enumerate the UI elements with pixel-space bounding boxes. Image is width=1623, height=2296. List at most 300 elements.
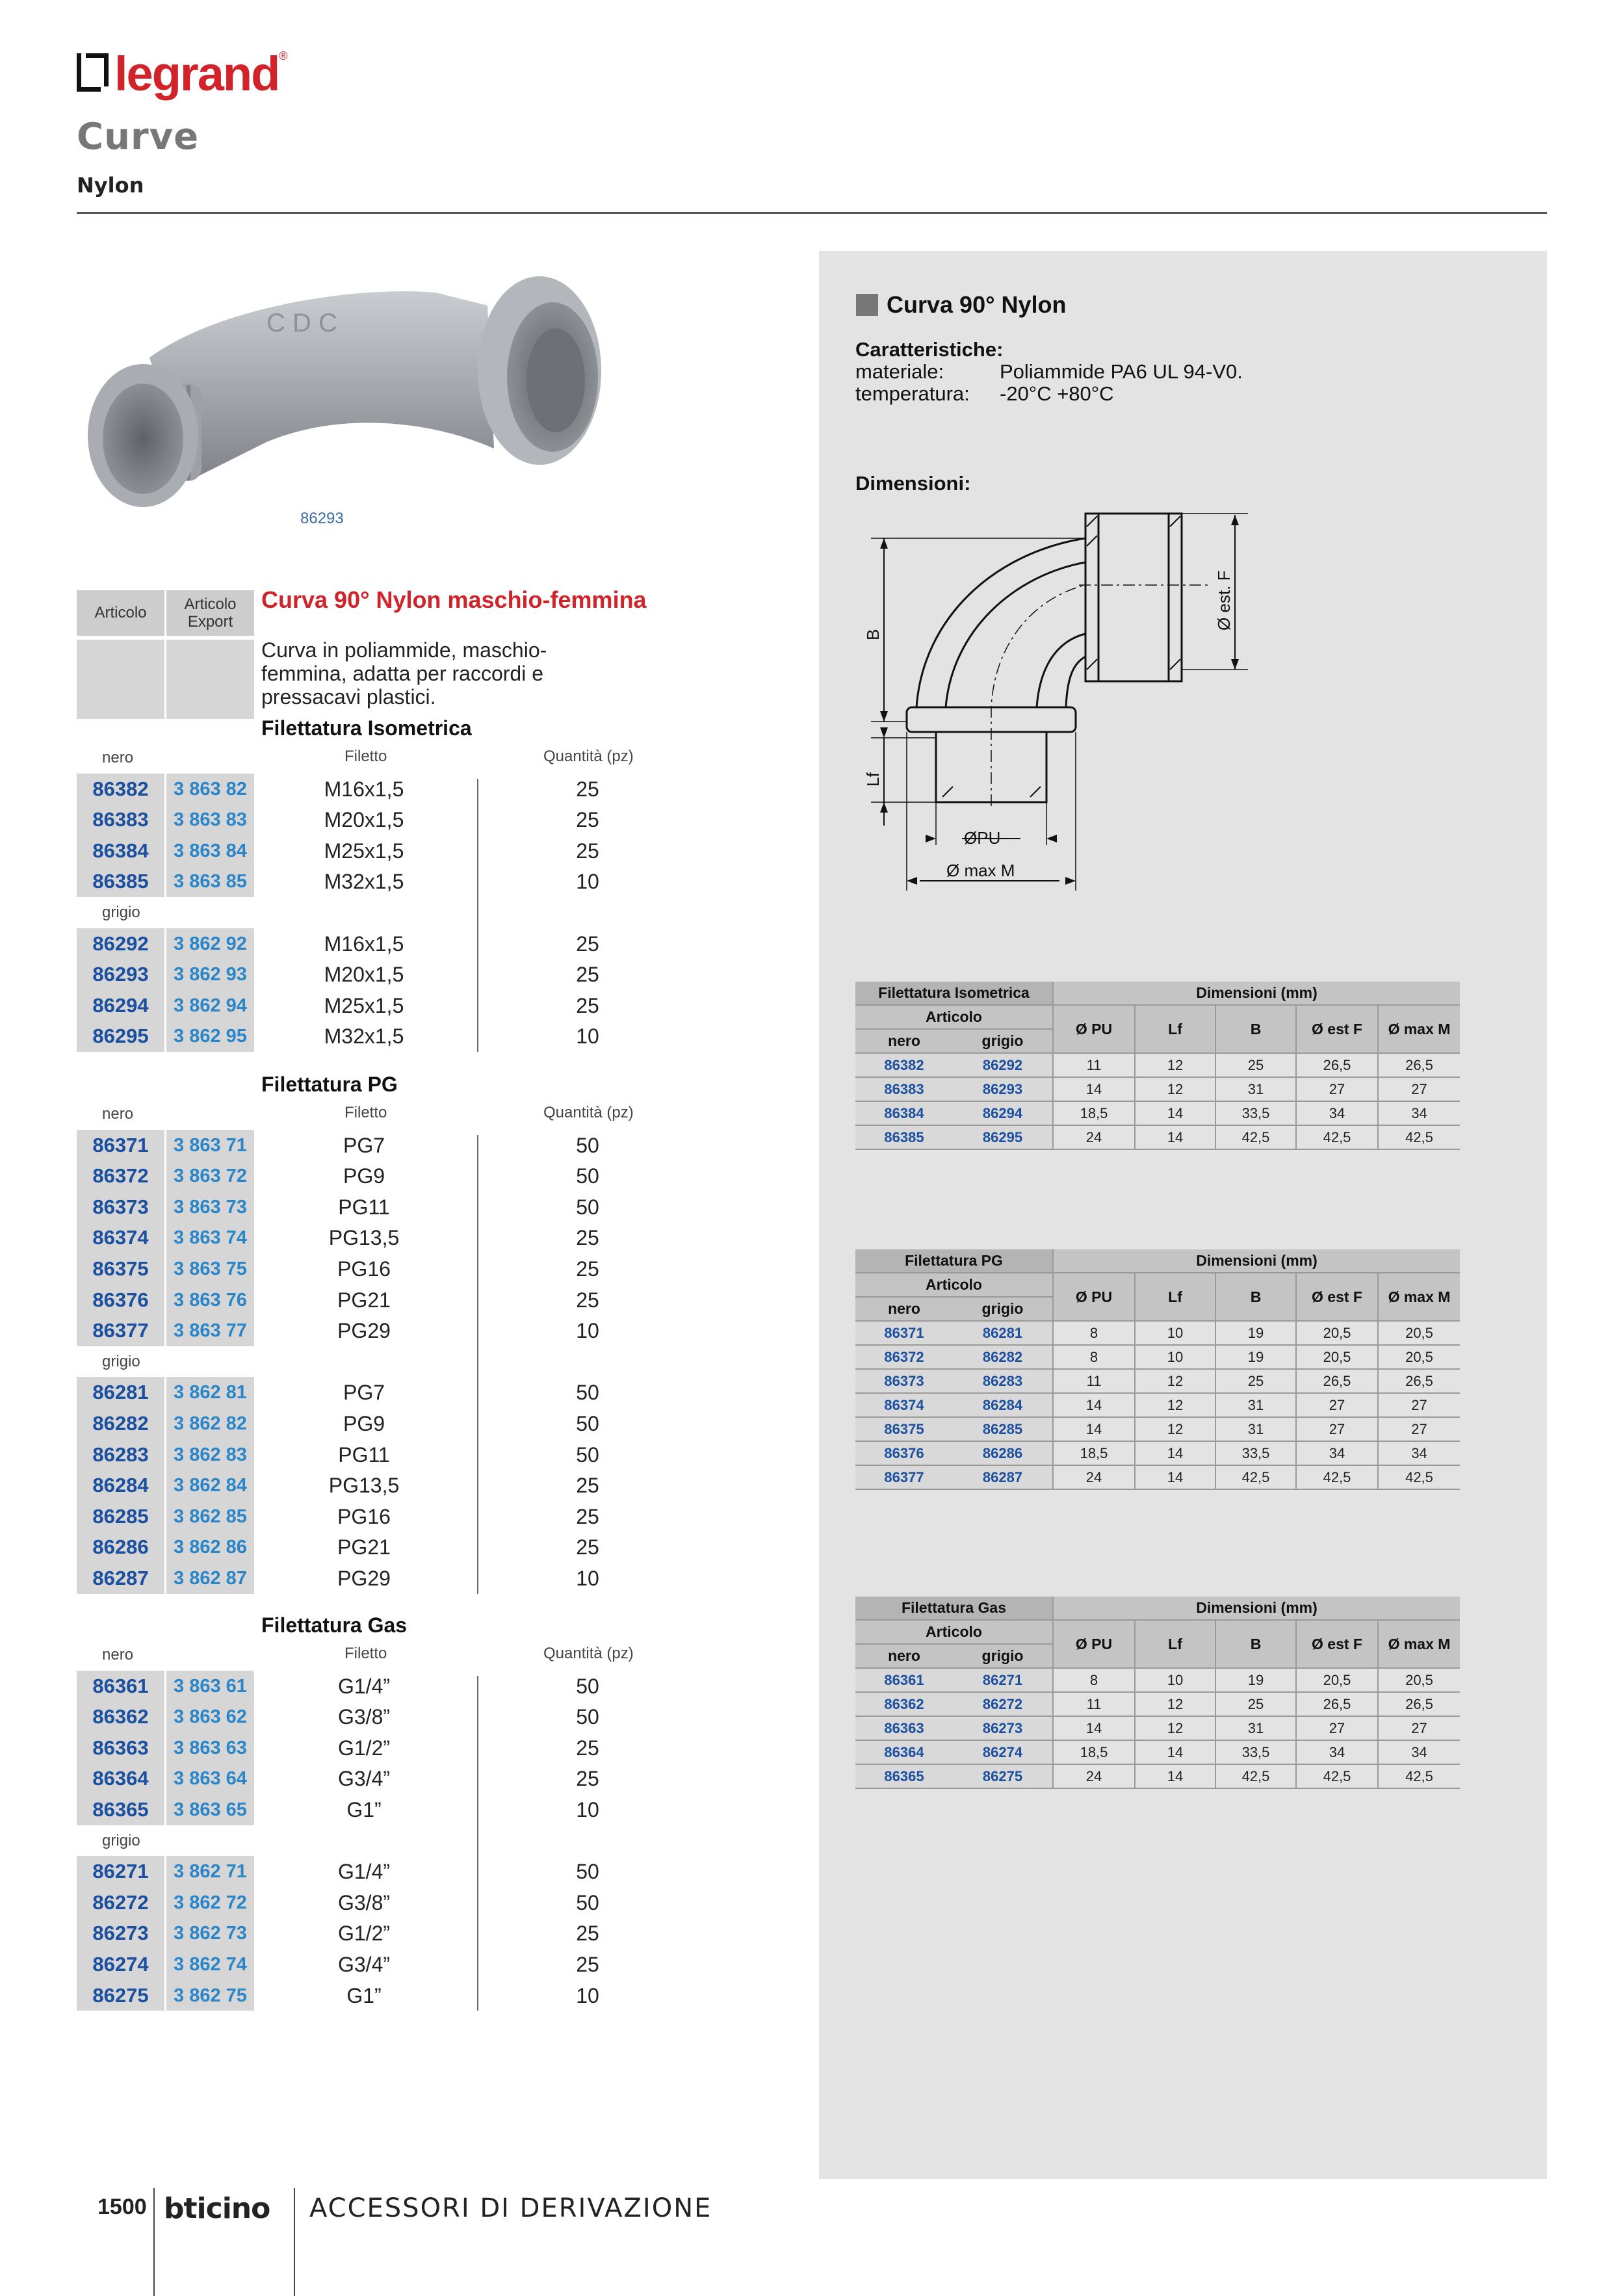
article-code: 86285 <box>92 1504 149 1528</box>
thread-size: PG7 <box>343 1381 385 1405</box>
quantity-label: Quantità (pz) <box>543 1645 634 1662</box>
table-cell: 27 <box>1296 1393 1378 1417</box>
table-cell: 34 <box>1378 1441 1460 1465</box>
export-code: 3 863 72 <box>174 1166 247 1187</box>
article-code: 86365 <box>92 1798 149 1821</box>
quantity: 10 <box>576 1567 599 1590</box>
quantity: 50 <box>576 1890 599 1914</box>
color-group-label: nero <box>102 749 134 766</box>
table-cell: 86281 <box>953 1321 1053 1345</box>
photo-code: 86293 <box>300 510 344 527</box>
table-cell: 25 <box>1215 1053 1296 1077</box>
square-bullet-icon <box>856 294 878 316</box>
table-cell: 12 <box>1135 1393 1215 1417</box>
table-cell: 18,5 <box>1053 1740 1135 1764</box>
thread-size: PG29 <box>337 1319 391 1343</box>
article-code: 86275 <box>92 1983 149 2007</box>
material-value: Poliammide PA6 UL 94-V0. <box>1000 360 1243 383</box>
table-cell: 11 <box>1053 1692 1135 1716</box>
table-cell: 86385 <box>855 1125 953 1149</box>
quantity: 25 <box>576 1767 599 1791</box>
table-cell: 86371 <box>855 1321 953 1345</box>
quantity: 25 <box>576 993 599 1017</box>
table-cell: 19 <box>1215 1345 1296 1369</box>
registered-mark: ® <box>279 49 288 62</box>
bticino-logo: bticino <box>164 2192 270 2225</box>
table-row <box>855 1441 1460 1465</box>
thread-size: G1/2” <box>337 1922 391 1946</box>
export-code: 3 863 61 <box>174 1675 247 1697</box>
section-title: Filettatura Isometrica <box>261 716 472 740</box>
table-cell: 26,5 <box>1378 1369 1460 1393</box>
quantity: 25 <box>576 963 599 987</box>
article-code: 86362 <box>92 1705 149 1729</box>
material-label: materiale: <box>855 360 944 383</box>
export-code: 3 863 65 <box>174 1799 247 1820</box>
table-cell: 26,5 <box>1378 1053 1460 1077</box>
temperature-label: temperatura: <box>855 382 970 405</box>
export-code: 3 863 74 <box>174 1227 247 1249</box>
export-code: 3 862 72 <box>174 1892 247 1913</box>
col-articolo-header: Articolo <box>77 590 164 636</box>
table-cell: 86293 <box>953 1077 1053 1101</box>
article-code: 86383 <box>92 808 149 831</box>
table-cell: 42,5 <box>1296 1125 1378 1149</box>
article-code: 86286 <box>92 1535 149 1559</box>
footer-divider <box>294 2188 295 2296</box>
nero-header: nero <box>855 1644 953 1668</box>
table-cell: 26,5 <box>1296 1053 1378 1077</box>
export-code: 3 863 77 <box>174 1320 247 1342</box>
table-cell: 86363 <box>855 1716 953 1740</box>
legrand-mark-icon <box>77 53 105 94</box>
table-cell: 86384 <box>855 1101 953 1125</box>
table-title: Filettatura Isometrica <box>855 982 1053 1005</box>
export-code: 3 862 84 <box>174 1475 247 1496</box>
thread-size: PG9 <box>343 1412 385 1435</box>
dimensions-header: Dimensioni (mm) <box>1053 1597 1460 1620</box>
column-divider <box>477 779 478 1052</box>
column-header: Ø max M <box>1378 1273 1460 1321</box>
thread-size: G1/4” <box>337 1674 391 1698</box>
table-cell: 34 <box>1296 1101 1378 1125</box>
column-header: Ø PU <box>1053 1273 1135 1321</box>
column-divider <box>477 1135 478 1594</box>
article-code: 86287 <box>92 1567 149 1589</box>
table-row <box>855 1417 1460 1441</box>
quantity: 50 <box>576 1442 599 1467</box>
thread-size: PG9 <box>343 1164 385 1188</box>
thread-size: G1” <box>346 1983 382 2007</box>
column-header: Ø max M <box>1378 1620 1460 1668</box>
thread-size: G3/4” <box>337 1767 391 1791</box>
export-code: 3 863 71 <box>174 1134 247 1156</box>
table-cell: 20,5 <box>1296 1668 1378 1692</box>
table-cell: 42,5 <box>1378 1764 1460 1788</box>
legrand-logo <box>77 44 288 103</box>
quantity: 50 <box>576 1381 599 1405</box>
article-code: 86271 <box>92 1860 149 1883</box>
table-cell: 14 <box>1135 1465 1215 1489</box>
table-row <box>855 1692 1460 1716</box>
nero-header: nero <box>855 1297 953 1321</box>
export-code: 3 862 87 <box>174 1568 247 1589</box>
table-cell: 27 <box>1378 1417 1460 1441</box>
filetto-label: Filetto <box>344 748 387 765</box>
column-header: B <box>1215 1273 1296 1321</box>
column-header: Ø PU <box>1053 1620 1135 1668</box>
table-cell: 8 <box>1053 1668 1135 1692</box>
column-header: B <box>1215 1620 1296 1668</box>
column-header: Ø PU <box>1053 1005 1135 1053</box>
footer-section: ACCESSORI DI DERIVAZIONE <box>309 2193 712 2223</box>
quantity: 50 <box>576 1860 599 1884</box>
table-cell: 86361 <box>855 1668 953 1692</box>
table-cell: 33,5 <box>1215 1441 1296 1465</box>
table-cell: 20,5 <box>1378 1345 1460 1369</box>
quantity: 10 <box>576 870 599 894</box>
dim-lf-label: Lf <box>863 772 883 787</box>
quantity: 25 <box>576 1922 599 1946</box>
dimensions-header: Dimensioni (mm) <box>1053 1249 1460 1273</box>
export-code: 3 863 75 <box>174 1259 247 1279</box>
table-cell: 10 <box>1135 1321 1215 1345</box>
article-code: 86295 <box>92 1024 149 1048</box>
quantity: 25 <box>576 1288 599 1312</box>
thread-size: M25x1,5 <box>324 993 404 1017</box>
thread-size: G3/8” <box>337 1705 391 1729</box>
table-cell: 34 <box>1378 1740 1460 1764</box>
section-title: Filettatura Gas <box>261 1613 408 1637</box>
table-cell: 27 <box>1378 1716 1460 1740</box>
page-subtitle: Nylon <box>77 173 144 198</box>
table-cell: 12 <box>1135 1077 1215 1101</box>
table-cell: 14 <box>1135 1441 1215 1465</box>
quantity: 25 <box>576 839 599 863</box>
article-code: 86361 <box>92 1674 149 1697</box>
table-cell: 34 <box>1296 1740 1378 1764</box>
header-divider <box>77 212 1547 214</box>
table-cell: 24 <box>1053 1465 1135 1489</box>
table-row <box>855 1393 1460 1417</box>
table-cell: 8 <box>1053 1345 1135 1369</box>
table-cell: 27 <box>1378 1077 1460 1101</box>
table-row <box>855 1321 1460 1345</box>
article-code: 86283 <box>92 1442 149 1466</box>
column-header: Ø max M <box>1378 1005 1460 1053</box>
export-code: 3 863 73 <box>174 1196 247 1218</box>
table-cell: 18,5 <box>1053 1441 1135 1465</box>
export-code: 3 862 74 <box>174 1954 247 1975</box>
thread-size: PG21 <box>337 1535 391 1559</box>
table-cell: 14 <box>1053 1077 1135 1101</box>
table-row <box>855 1764 1460 1788</box>
thread-size: M16x1,5 <box>324 777 404 801</box>
quantity: 50 <box>576 1674 599 1698</box>
thread-size: PG16 <box>337 1504 391 1528</box>
article-code: 86373 <box>92 1195 149 1218</box>
table-row <box>855 1101 1460 1125</box>
table-cell: 34 <box>1378 1101 1460 1125</box>
table-cell: 12 <box>1135 1417 1215 1441</box>
article-code: 86376 <box>92 1288 149 1311</box>
svg-text:C D C: C D C <box>266 309 337 337</box>
table-cell: 86284 <box>953 1393 1053 1417</box>
table-cell: 26,5 <box>1296 1369 1378 1393</box>
table-row <box>855 1716 1460 1740</box>
table-cell: 86273 <box>953 1716 1053 1740</box>
filetto-label: Filetto <box>344 1645 387 1662</box>
table-cell: 20,5 <box>1378 1668 1460 1692</box>
export-code: 3 862 73 <box>174 1923 247 1944</box>
quantity: 50 <box>576 1164 599 1188</box>
table-cell: 86362 <box>855 1692 953 1716</box>
table-row <box>855 1668 1460 1692</box>
article-code: 86364 <box>92 1767 149 1790</box>
table-cell: 86271 <box>953 1668 1053 1692</box>
quantity: 25 <box>576 1535 599 1559</box>
table-cell: 31 <box>1215 1393 1296 1417</box>
thread-size: G1/2” <box>337 1736 391 1760</box>
dimensions-header: Dimensioni (mm) <box>1053 982 1460 1005</box>
quantity: 10 <box>576 1798 599 1821</box>
thread-size: PG11 <box>338 1442 390 1467</box>
dimension-table <box>855 1249 1460 1490</box>
table-cell: 86365 <box>855 1764 953 1788</box>
table-title: Filettatura PG <box>855 1249 1053 1273</box>
table-cell: 14 <box>1135 1740 1215 1764</box>
quantity: 50 <box>576 1195 599 1219</box>
table-cell: 27 <box>1296 1417 1378 1441</box>
table-cell: 14 <box>1053 1393 1135 1417</box>
export-code: 3 863 82 <box>174 778 247 800</box>
dim-pu-label: ØPU <box>964 828 1001 848</box>
dim-b-label: B <box>863 629 883 640</box>
export-code: 3 863 84 <box>174 840 247 861</box>
brand-name: legrand <box>114 46 279 101</box>
export-code: 3 862 71 <box>174 1861 247 1883</box>
table-cell: 12 <box>1135 1053 1215 1077</box>
thread-size: PG16 <box>337 1257 391 1281</box>
table-cell: 11 <box>1053 1369 1135 1393</box>
thread-size: M20x1,5 <box>324 963 404 987</box>
articolo-header: Articolo <box>855 1620 1053 1644</box>
footer-divider <box>153 2188 155 2296</box>
column-header: Ø est F <box>1296 1620 1378 1668</box>
table-cell: 33,5 <box>1215 1740 1296 1764</box>
table-row <box>855 1345 1460 1369</box>
quantity: 25 <box>576 1736 599 1760</box>
table-cell: 20,5 <box>1296 1321 1378 1345</box>
table-cell: 86292 <box>953 1053 1053 1077</box>
table-cell: 33,5 <box>1215 1101 1296 1125</box>
quantity: 25 <box>576 1504 599 1528</box>
temperature-value: -20°C +80°C <box>1000 382 1114 405</box>
table-cell: 10 <box>1135 1345 1215 1369</box>
table-cell: 86287 <box>953 1465 1053 1489</box>
table-cell: 86375 <box>855 1417 953 1441</box>
grigio-header: grigio <box>953 1644 1053 1668</box>
table-cell: 20,5 <box>1378 1321 1460 1345</box>
table-cell: 86364 <box>855 1740 953 1764</box>
article-code: 86272 <box>92 1890 149 1914</box>
thread-size: M32x1,5 <box>324 870 404 894</box>
article-code: 86385 <box>92 870 149 893</box>
table-cell: 18,5 <box>1053 1101 1135 1125</box>
quantity: 25 <box>576 808 599 832</box>
quantity: 50 <box>576 1705 599 1729</box>
column-header: Lf <box>1135 1005 1215 1053</box>
article-code: 86384 <box>92 839 149 862</box>
filetto-label: Filetto <box>344 1104 387 1121</box>
quantity: 25 <box>576 932 599 956</box>
table-cell: 42,5 <box>1296 1465 1378 1489</box>
table-cell: 86383 <box>855 1077 953 1101</box>
thread-size: M20x1,5 <box>324 808 404 832</box>
dimensions-heading: Dimensioni: <box>855 472 971 495</box>
table-cell: 86286 <box>953 1441 1053 1465</box>
table-cell: 31 <box>1215 1077 1296 1101</box>
export-code: 3 862 82 <box>174 1413 247 1434</box>
thread-size: PG13,5 <box>328 1474 400 1498</box>
grigio-header: grigio <box>953 1297 1053 1321</box>
table-cell: 14 <box>1135 1764 1215 1788</box>
quantity: 25 <box>576 1953 599 1976</box>
table-cell: 86373 <box>855 1369 953 1393</box>
dimension-table <box>855 1597 1460 1789</box>
table-cell: 14 <box>1053 1716 1135 1740</box>
table-cell: 26,5 <box>1378 1692 1460 1716</box>
table-cell: 19 <box>1215 1321 1296 1345</box>
column-header: Lf <box>1135 1273 1215 1321</box>
table-cell: 26,5 <box>1296 1692 1378 1716</box>
column-header: Ø est F <box>1296 1005 1378 1053</box>
article-code: 86274 <box>92 1953 149 1976</box>
thread-size: G3/4” <box>337 1953 391 1976</box>
export-code: 3 863 83 <box>174 809 247 831</box>
column-header: Lf <box>1135 1620 1215 1668</box>
export-code: 3 863 63 <box>174 1737 247 1758</box>
column-divider <box>477 1676 478 2011</box>
table-cell: 42,5 <box>1215 1764 1296 1788</box>
section-title: Filettatura PG <box>261 1073 398 1096</box>
table-cell: 42,5 <box>1215 1465 1296 1489</box>
color-group-label: nero <box>102 1105 134 1123</box>
table-cell: 86283 <box>953 1369 1053 1393</box>
thread-size: G1/4” <box>337 1860 391 1884</box>
table-cell: 86285 <box>953 1417 1053 1441</box>
table-cell: 86274 <box>953 1740 1053 1764</box>
table-cell: 31 <box>1215 1417 1296 1441</box>
quantity: 25 <box>576 1257 599 1281</box>
table-cell: 11 <box>1053 1053 1135 1077</box>
table-cell: 8 <box>1053 1321 1135 1345</box>
column-header: Ø est F <box>1296 1273 1378 1321</box>
color-group-label: grigio <box>102 1831 140 1849</box>
table-cell: 10 <box>1135 1668 1215 1692</box>
export-code: 3 863 76 <box>174 1289 247 1311</box>
thread-size: M16x1,5 <box>324 932 404 956</box>
article-code: 86375 <box>92 1257 149 1280</box>
table-cell: 14 <box>1135 1125 1215 1149</box>
export-code: 3 863 85 <box>174 871 247 893</box>
page-number: 1500 <box>97 2195 147 2219</box>
article-code: 86371 <box>92 1133 149 1156</box>
thread-size: PG11 <box>338 1195 390 1219</box>
export-code: 3 862 85 <box>174 1506 247 1527</box>
table-cell: 86374 <box>855 1393 953 1417</box>
article-code: 86382 <box>92 777 149 800</box>
article-code: 86282 <box>92 1412 149 1435</box>
table-cell: 42,5 <box>1378 1125 1460 1149</box>
dimension-table <box>855 982 1460 1150</box>
article-code: 86293 <box>92 963 149 986</box>
table-cell: 42,5 <box>1215 1125 1296 1149</box>
article-code: 86284 <box>92 1474 149 1497</box>
quantity: 25 <box>576 777 599 801</box>
page-title: Curve <box>77 116 200 158</box>
export-code: 3 862 93 <box>174 964 247 985</box>
table-cell: 14 <box>1053 1417 1135 1441</box>
thread-size: PG13,5 <box>328 1226 400 1250</box>
quantity: 10 <box>576 1983 599 2007</box>
dim-estf-label: Ø est. F <box>1214 570 1234 631</box>
quantity: 10 <box>576 1024 599 1049</box>
export-column-bg <box>166 640 254 719</box>
thread-size: G3/8” <box>337 1890 391 1914</box>
thread-size: M32x1,5 <box>324 1024 404 1049</box>
table-cell: 27 <box>1296 1077 1378 1101</box>
export-code: 3 862 92 <box>174 933 247 954</box>
table-cell: 24 <box>1053 1764 1135 1788</box>
export-code: 3 863 64 <box>174 1768 247 1790</box>
thread-size: G1” <box>346 1798 382 1821</box>
table-cell: 86275 <box>953 1764 1053 1788</box>
article-code: 86372 <box>92 1164 149 1188</box>
export-code: 3 862 86 <box>174 1537 247 1558</box>
table-row <box>855 1369 1460 1393</box>
quantity: 25 <box>576 1474 599 1498</box>
table-cell: 86377 <box>855 1465 953 1489</box>
table-cell: 25 <box>1215 1369 1296 1393</box>
table-cell: 25 <box>1215 1692 1296 1716</box>
thread-size: PG7 <box>343 1133 385 1157</box>
panel-title: Curva 90° Nylon <box>887 291 1067 318</box>
thread-size: M25x1,5 <box>324 839 404 863</box>
table-cell: 86372 <box>855 1345 953 1369</box>
product-title: Curva 90° Nylon maschio-femmina <box>261 586 647 613</box>
thread-size: PG29 <box>337 1567 391 1590</box>
product-description: Curva in poliammide, maschio-femmina, adatta per raccordi e pressacavi plastici. <box>261 638 547 709</box>
articolo-header: Articolo <box>855 1005 1053 1029</box>
column-header: B <box>1215 1005 1296 1053</box>
table-cell: 86294 <box>953 1101 1053 1125</box>
quantity-label: Quantità (pz) <box>543 748 634 765</box>
export-code: 3 862 75 <box>174 1985 247 2006</box>
quantity: 10 <box>576 1319 599 1343</box>
export-code: 3 863 62 <box>174 1706 247 1728</box>
export-code: 3 862 95 <box>174 1026 247 1047</box>
table-cell: 20,5 <box>1296 1345 1378 1369</box>
nero-header: nero <box>855 1029 953 1053</box>
dimension-drawing <box>845 501 1287 904</box>
table-cell: 24 <box>1053 1125 1135 1149</box>
table-cell: 42,5 <box>1296 1764 1378 1788</box>
table-cell: 27 <box>1378 1393 1460 1417</box>
col-export-header: Articolo Export <box>166 590 254 636</box>
table-cell: 12 <box>1135 1692 1215 1716</box>
table-cell: 86382 <box>855 1053 953 1077</box>
